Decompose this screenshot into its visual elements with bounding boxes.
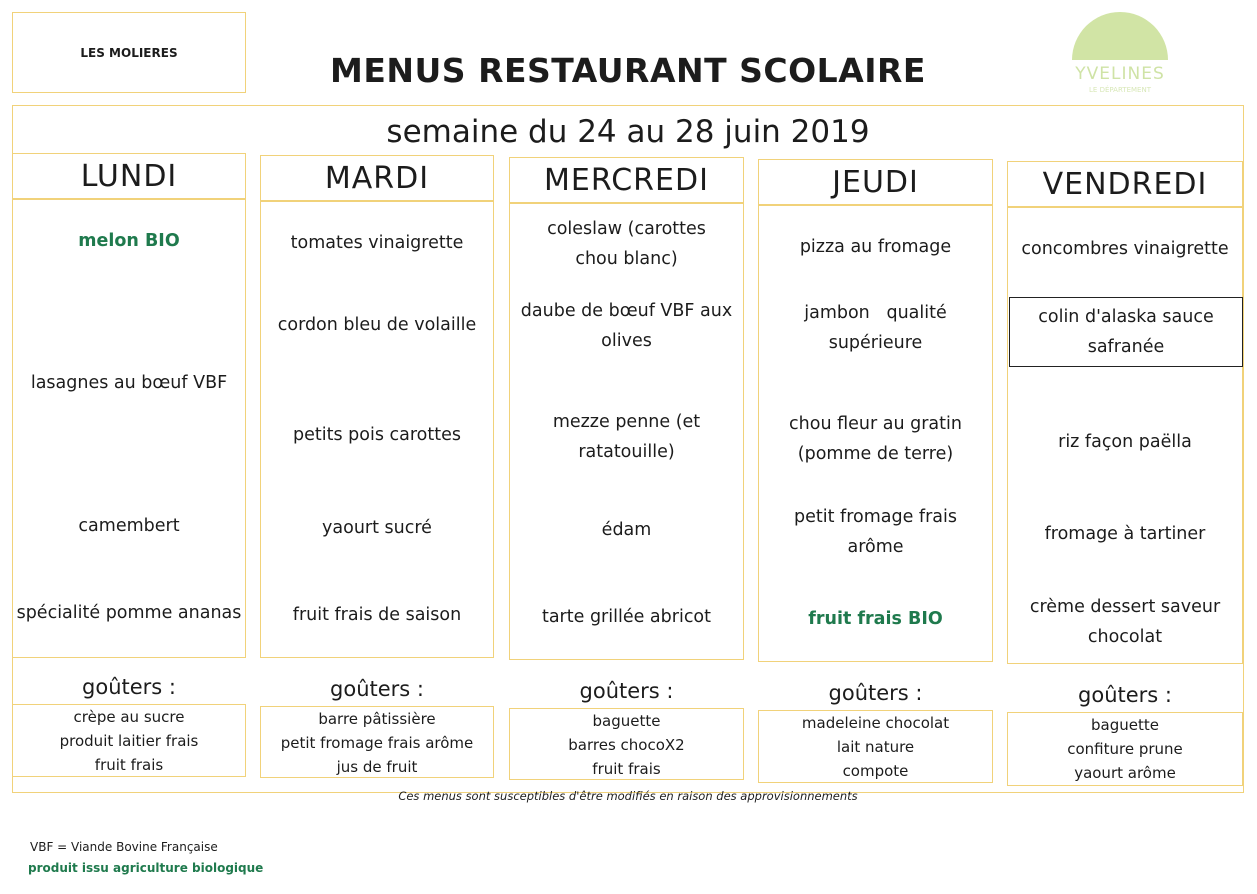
snack-cell-vendredi (1007, 712, 1243, 786)
menu-item: édam (601, 520, 652, 540)
snack-item: jus de fruit (336, 758, 418, 776)
legend-bio: produit issu agriculture biologique (28, 861, 264, 875)
snack-item: baguette (1091, 716, 1159, 734)
snack-item: madeleine chocolat (801, 714, 950, 732)
menu-cell-jeudi (758, 205, 993, 662)
menu-item-highlighted: colin d'alaska sauce safranée (1009, 297, 1243, 367)
snack-item: crèpe au sucre (73, 708, 185, 726)
menu-cell-mercredi (509, 203, 744, 660)
logo-dome-icon (1072, 12, 1168, 60)
menu-item: yaourt sucré (322, 518, 432, 538)
menu-item: fruit frais BIO (808, 609, 943, 629)
menu-item: tarte grillée abricot (541, 607, 712, 627)
school-name-box (12, 12, 246, 93)
snack-cell-lundi (12, 704, 246, 777)
menu-item: jambon qualité supérieure (804, 303, 953, 353)
snack-label: goûters : (1078, 683, 1172, 707)
menu-item: petit fromage frais arôme (794, 507, 957, 557)
disclaimer-note: Ces menus sont susceptibles d'être modifiés en raison des approvisionnements (398, 789, 858, 803)
snack-item: compote (842, 762, 909, 780)
snack-cell-mardi (260, 706, 494, 778)
logo-text: YVELINES (1075, 64, 1165, 84)
menu-item: spécialité pomme ananas (16, 603, 242, 623)
menu-item: pizza au fromage (799, 237, 952, 257)
menu-item: cordon bleu de volaille (277, 315, 477, 335)
menu-item: mezze penne (et ratatouille) (552, 412, 701, 462)
menu-item: melon BIO (78, 231, 180, 251)
snack-cell-jeudi (758, 710, 993, 783)
menu-item: daube de bœuf VBF aux olives (520, 301, 733, 351)
snack-item: yaourt arôme (1074, 764, 1176, 782)
snack-item: petit fromage frais arôme (280, 734, 474, 752)
day-header-lundi: LUNDI (12, 153, 246, 199)
snack-label: goûters : (828, 681, 923, 705)
menu-cell-mardi (260, 201, 494, 658)
week-title: semaine du 24 au 28 juin 2019 (386, 114, 870, 150)
menu-item: riz façon paëlla (1058, 432, 1192, 452)
day-header-vendredi: VENDREDI (1007, 161, 1243, 207)
day-header-mercredi: MERCREDI (509, 157, 744, 203)
menu-item: petits pois carottes (293, 425, 461, 445)
yvelines-logo (1068, 12, 1172, 98)
snack-item: confiture prune (1067, 740, 1183, 758)
snack-item: barre pâtissière (318, 710, 436, 728)
menu-item: camembert (78, 516, 180, 536)
menu-item: fruit frais de saison (292, 605, 462, 625)
snack-item: baguette (592, 712, 661, 730)
menu-item: tomates vinaigrette (290, 233, 464, 253)
menu-item: fromage à tartiner (1044, 524, 1206, 544)
snack-item: fruit frais (94, 756, 164, 774)
legend-vbf: VBF = Viande Bovine Française (30, 840, 218, 854)
menu-item: coleslaw (carottes chou blanc) (547, 219, 706, 269)
school-name: LES MOLIERES (80, 45, 178, 60)
logo-subtext: LE DÉPARTEMENT (1089, 86, 1151, 94)
snack-item: produit laitier frais (59, 732, 199, 750)
menu-item: lasagnes au bœuf VBF (30, 373, 228, 393)
snack-cell-mercredi (509, 708, 744, 780)
menu-cell-vendredi (1007, 207, 1243, 664)
menu-cell-lundi (12, 199, 246, 658)
page-title: MENUS RESTAURANT SCOLAIRE (330, 50, 926, 90)
day-header-jeudi: JEUDI (758, 159, 993, 205)
snack-item: lait nature (836, 738, 915, 756)
snack-item: fruit frais (592, 760, 661, 778)
menu-item: chou fleur au gratin (pomme de terre) (789, 414, 962, 464)
snack-label: goûters : (330, 677, 424, 701)
snack-label: goûters : (579, 679, 674, 703)
menu-item: concombres vinaigrette (1021, 239, 1229, 259)
snack-item: barres chocoX2 (568, 736, 685, 754)
menu-item: crème dessert saveur chocolat (1029, 597, 1221, 647)
snack-label: goûters : (82, 675, 176, 699)
day-header-mardi: MARDI (260, 155, 494, 201)
